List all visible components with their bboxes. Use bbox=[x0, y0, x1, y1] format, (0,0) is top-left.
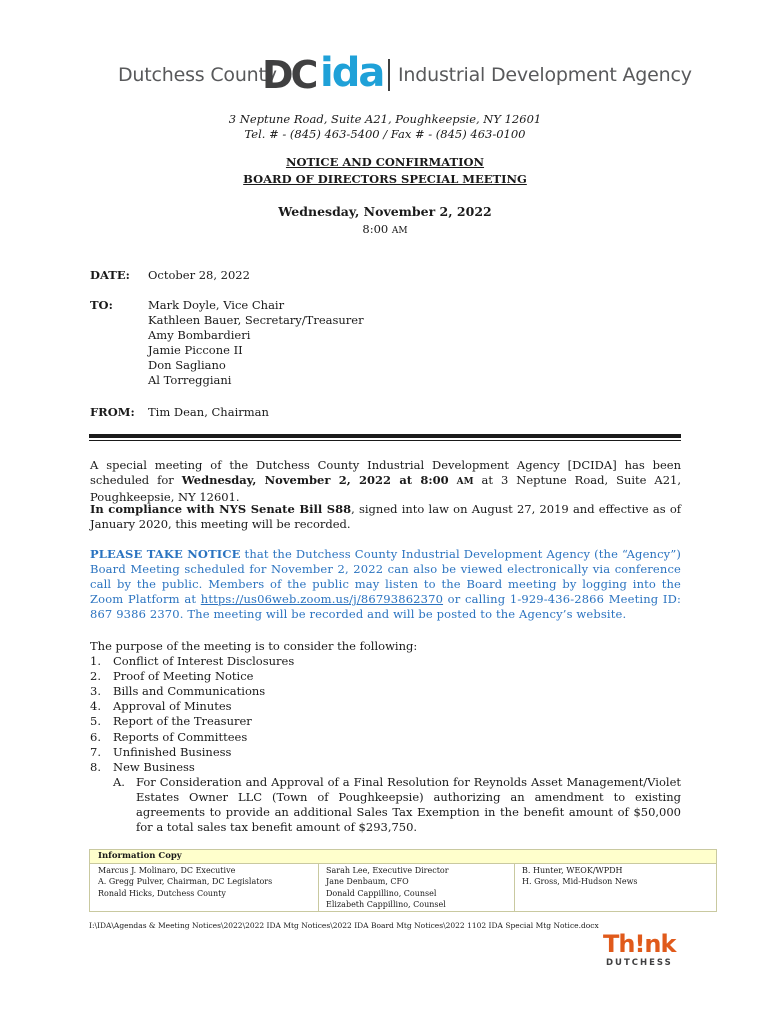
information-copy-header bbox=[90, 850, 716, 864]
file-path: I:\IDA\Agendas & Meeting Notices\2022\2022 IDA Mtg Notices\2022 IDA Board Mtg Notices\2022 1102 IDA Special Mtg Notice.docx bbox=[89, 921, 599, 930]
agenda-subitem bbox=[90, 775, 681, 835]
notice-heading: PLEASE TAKE NOTICE bbox=[90, 547, 241, 561]
info-copy-divider bbox=[514, 864, 515, 911]
info-copy-entry: Ronald Hicks, Dutchess County bbox=[98, 888, 226, 898]
recipient: Jamie Piccone II bbox=[148, 343, 243, 357]
divider-thick bbox=[89, 434, 681, 438]
agenda-item bbox=[90, 699, 681, 714]
public-notice bbox=[90, 547, 681, 622]
agenda-label: Proof of Meeting Notice bbox=[113, 669, 254, 684]
info-copy-entry: Sarah Lee, Executive Director bbox=[326, 866, 449, 875]
agenda-item bbox=[90, 654, 681, 669]
compliance-statement bbox=[90, 502, 681, 532]
info-copy-entry: H. Gross, Mid-Hudson News bbox=[522, 877, 638, 887]
agenda-item bbox=[90, 684, 681, 699]
logo-divider bbox=[388, 59, 390, 91]
agenda-label: Conflict of Interest Disclosures bbox=[113, 654, 295, 669]
info-copy-divider bbox=[318, 864, 319, 911]
agenda-num: 4. bbox=[90, 699, 101, 714]
agenda-label: Reports of Committees bbox=[113, 729, 248, 744]
recipient: Amy Bombardieri bbox=[148, 328, 251, 342]
ida-logo-text: ida bbox=[320, 50, 384, 96]
to-label: TO: bbox=[90, 298, 113, 312]
agency-phone: Tel. # - (845) 463-5400 / Fax # - (845) 463-0100 bbox=[244, 127, 526, 141]
announcement-am: AM bbox=[456, 477, 474, 487]
info-copy-entry: B. Hunter, WEOK/WPDH bbox=[522, 866, 623, 875]
meeting-time-suffix: AM bbox=[391, 226, 408, 236]
agenda-item bbox=[90, 714, 681, 729]
meeting-time-value: 8:00 bbox=[362, 222, 389, 236]
agency-address: 3 Neptune Road, Suite A21, Poughkeepsie, NY 12601 bbox=[228, 112, 542, 126]
agenda-num: 6. bbox=[90, 729, 101, 744]
think-dutchess-logo bbox=[603, 930, 683, 970]
from-value: Tim Dean, Chairman bbox=[148, 405, 269, 419]
agenda-item bbox=[90, 745, 681, 760]
notice-text: that the Dutchess County Industrial Development Agency (the “Agency”) Board Meeting scheduled for November 2, 2022 can also be viewed electronically via conference call by the public. Members of the public may listen to the Board meeting by logging into the Zoom Platform at bbox=[90, 547, 681, 606]
agenda-subitem-num: A. bbox=[113, 774, 125, 789]
meeting-announcement bbox=[90, 458, 681, 505]
dc-logo-text: DC bbox=[262, 53, 316, 97]
agenda-label: Report of the Treasurer bbox=[113, 714, 252, 729]
information-copy-box bbox=[89, 849, 717, 912]
meeting-date: Wednesday, November 2, 2022 bbox=[278, 204, 492, 219]
compliance-bill: In compliance with NYS Senate Bill S88 bbox=[90, 502, 352, 516]
recipient: Al Torreggiani bbox=[148, 373, 232, 387]
divider-thin bbox=[89, 440, 681, 441]
info-copy-entry: A. Gregg Pulver, Chairman, DC Legislators bbox=[98, 877, 273, 887]
info-copy-col-2 bbox=[326, 865, 449, 910]
letterhead bbox=[0, 44, 770, 97]
recipient: Mark Doyle, Vice Chair bbox=[148, 298, 285, 312]
letterhead-agency-text: Industrial Development Agency bbox=[398, 64, 692, 86]
agenda-label: Approval of Minutes bbox=[113, 699, 232, 714]
info-copy-entry: Elizabeth Cappillino, Counsel bbox=[326, 899, 446, 909]
info-copy-entry: Jane Denbaum, CFO bbox=[326, 877, 409, 887]
notice-title: NOTICE AND CONFIRMATION bbox=[285, 155, 485, 169]
meeting-title: BOARD OF DIRECTORS SPECIAL MEETING bbox=[243, 172, 527, 186]
agenda-label: Bills and Communications bbox=[113, 684, 266, 699]
date-value: October 28, 2022 bbox=[148, 268, 250, 282]
info-copy-entry: Donald Cappillino, Counsel bbox=[326, 888, 437, 898]
agenda-num: 1. bbox=[90, 654, 101, 669]
date-label: DATE: bbox=[90, 268, 130, 282]
announcement-text: A special meeting of the Dutchess County Industrial Development Agency [DCIDA] has been scheduled for bbox=[90, 458, 681, 487]
info-copy-col-1 bbox=[98, 865, 272, 899]
announcement-location: at 3 Neptune Road, Suite A21, Poughkeepsie, NY 12601. bbox=[90, 473, 682, 504]
agenda-num: 8. bbox=[90, 759, 101, 774]
agenda-num: 5. bbox=[90, 714, 101, 729]
agenda-num: 3. bbox=[90, 684, 101, 699]
info-copy-col-3 bbox=[522, 865, 638, 888]
agenda-item bbox=[90, 730, 681, 745]
recipient: Kathleen Bauer, Secretary/Treasurer bbox=[148, 313, 364, 327]
recipient-list bbox=[148, 298, 364, 388]
letterhead-county-text: Dutchess County bbox=[118, 64, 277, 86]
information-copy-title: Information Copy bbox=[98, 851, 182, 861]
notice-text-cont: or calling 1-929-436-2866 Meeting ID: 867 9386 2370. The meeting will be recorded and will be posted to the Agency’s website. bbox=[90, 592, 681, 621]
from-label: FROM: bbox=[90, 405, 135, 419]
compliance-text: , signed into law on August 27, 2019 and effective as of January 2020, this meeting will be recorded. bbox=[90, 502, 681, 531]
meeting-time bbox=[0, 222, 770, 236]
agenda-num: 7. bbox=[90, 744, 101, 759]
agenda bbox=[90, 639, 681, 835]
agenda-subitem-text: For Consideration and Approval of a Final Resolution for Reynolds Asset Management/Violet Estates Owner LLC (Town of Poughkeepsie) authorizing an amendment to existing agreements to provide an additional Sales Tax Exemption in the benefit amount of $50,000 for a total sales tax benefit amount of $293,750. bbox=[136, 774, 681, 835]
agenda-label: New Business bbox=[113, 759, 195, 774]
zoom-link[interactable]: https://us06web.zoom.us/j/86793862370 bbox=[200, 592, 444, 606]
recipient: Don Sagliano bbox=[148, 358, 226, 372]
think-logo-text: Th!nk bbox=[603, 930, 676, 958]
agenda-item bbox=[90, 760, 681, 775]
announcement-datetime: Wednesday, November 2, 2022 at 8:00 bbox=[181, 473, 449, 487]
info-copy-entry: Marcus J. Molinaro, DC Executive bbox=[98, 866, 236, 875]
agenda-label: Unfinished Business bbox=[113, 744, 232, 759]
dutchess-logo-text: DUTCHESS bbox=[606, 958, 673, 968]
agenda-intro: The purpose of the meeting is to consider the following: bbox=[90, 639, 418, 653]
agenda-item bbox=[90, 669, 681, 684]
agenda-num: 2. bbox=[90, 669, 101, 684]
